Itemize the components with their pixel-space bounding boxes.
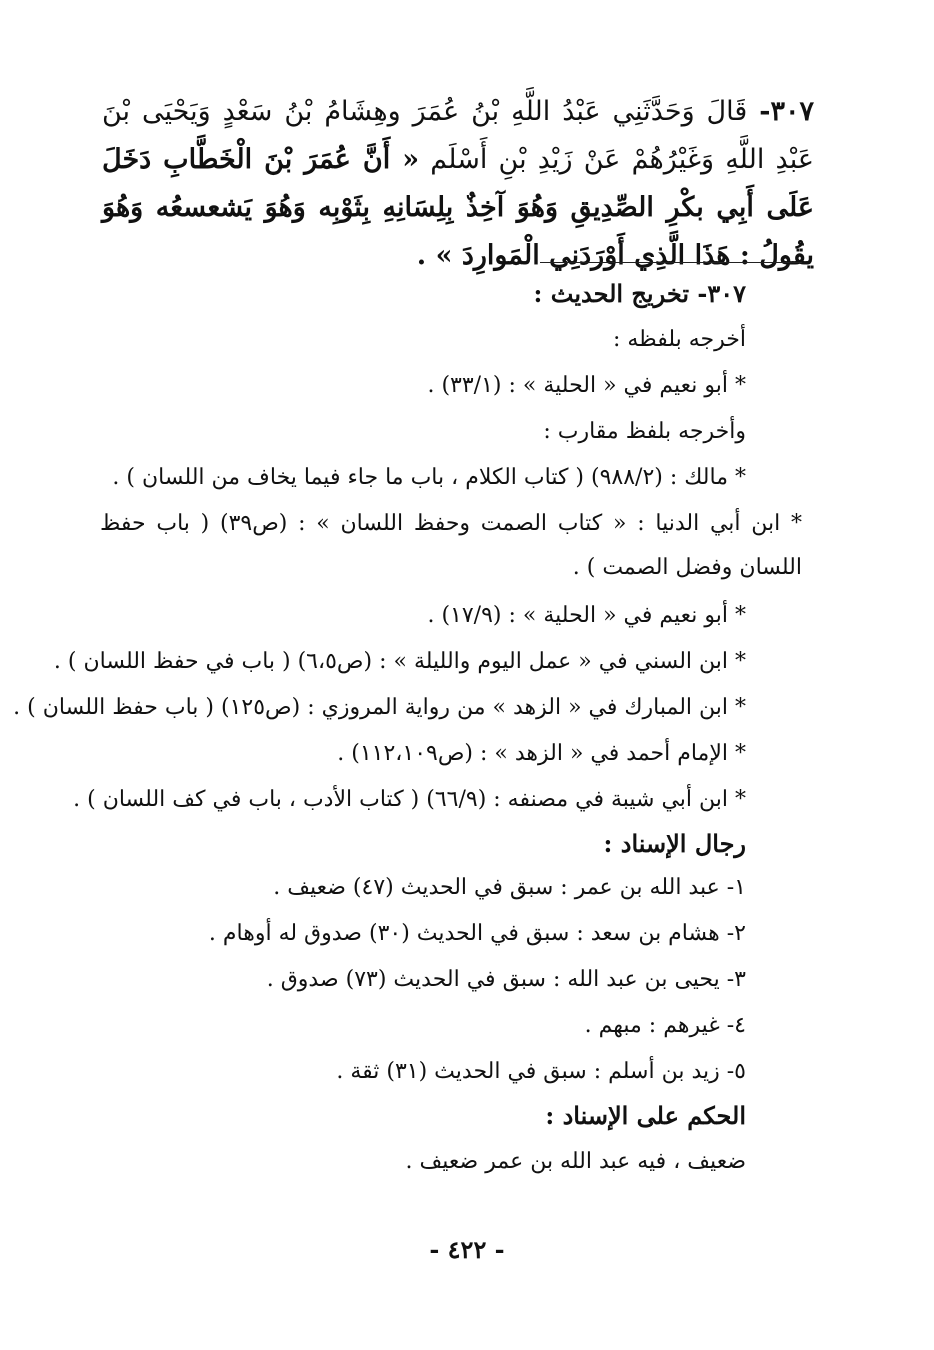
hadith-matn: « أَنَّ عُمَرَ بْنَ الْخَطَّابِ دَخَلَ عَلَى أَبِي بكْرِ الصِّدِيقِ وَهُوَ آخِذٌ بِلِسَانِهِ بِثَوْبِه وَهُوَ يَشعسعُه وَهُوَ يقُولُ : هَذَا الَّذِي أَوْرَدَنِي الْمَوارِدَ » .	[102, 144, 814, 271]
hadith-isnad: قَالَ وَحَدَّثَنِي عَبْدُ اللَّهِ بْنُ عُمَرَ وهِشَامُ بْنُ سَعْدٍ وَيَحْيَى بْنَ عَبْدِ اللَّهِ وَغَيْرُهُمْ عَنْ زَيْدِ بْنِ أَسْلَم	[102, 96, 814, 175]
footnote-divider	[540, 262, 802, 263]
takhrij-item: * أبو نعيم في « الحلية » : (١٧/٩) .	[427, 603, 746, 628]
takhrij-item: * ابن أبي الدنيا : « كتاب الصمت وحفظ اللسان » : (ص٣٩) ( باب حفظ اللسان وفضل الصمت ) .	[100, 511, 803, 580]
rijal-item: ٤- غيرهم : مبهم .	[584, 1013, 746, 1038]
hadith-number: ٣٠٧-	[759, 96, 814, 127]
takhrij-item: * الإمام أحمد في « الزهد » : (ص١١٢،١٠٩) .	[337, 741, 746, 766]
takhrij-intro-exact: أخرجه بلفظه :	[612, 327, 746, 352]
page-number: - ٤٢٢ -	[429, 1235, 505, 1264]
rijal-item: ١- عبد الله بن عمر : سبق في الحديث (٤٧) ضعيف .	[273, 875, 746, 900]
rijal-item: ٣- يحيى بن عبد الله : سبق في الحديث (٧٣) صدوق .	[266, 967, 746, 992]
rijal-item: ٢- هشام بن سعد : سبق في الحديث (٣٠) صدوق له أوهام .	[208, 921, 746, 946]
hukm-text: ضعيف ، فيه عبد الله بن عمر ضعيف .	[405, 1149, 746, 1174]
takhrij-item: * ابن أبي شيبة في مصنفه : (٦٦/٩) ( كتاب الأدب ، باب في كف اللسان ) .	[73, 787, 746, 812]
takhrij-item: * ابن السني في « عمل اليوم والليلة » : (ص٦،٥) ( باب في حفظ اللسان ) .	[53, 649, 746, 674]
takhrij-heading: ٣٠٧- تخريج الحديث :	[533, 279, 746, 308]
takhrij-item: * مالك : (٩٨٨/٢) ( كتاب الكلام ، باب ما جاء فيما يخاف من اللسان ) .	[112, 465, 746, 490]
takhrij-item: * أبو نعيم في « الحلية » : (٣٣/١) .	[427, 373, 746, 398]
rijal-heading: رجال الإسناد :	[603, 829, 746, 858]
hadith-text	[102, 88, 814, 280]
takhrij-item: * ابن المبارك في « الزهد » من رواية المروزي : (ص١٢٥) ( باب حفظ اللسان ) .	[13, 695, 746, 720]
takhrij-intro-close: وأخرجه بلفظ مقارب :	[543, 419, 746, 444]
rijal-item: ٥- زيد بن أسلم : سبق في الحديث (٣١) ثقة .	[336, 1059, 746, 1084]
hukm-heading: الحكم على الإسناد :	[545, 1101, 746, 1130]
